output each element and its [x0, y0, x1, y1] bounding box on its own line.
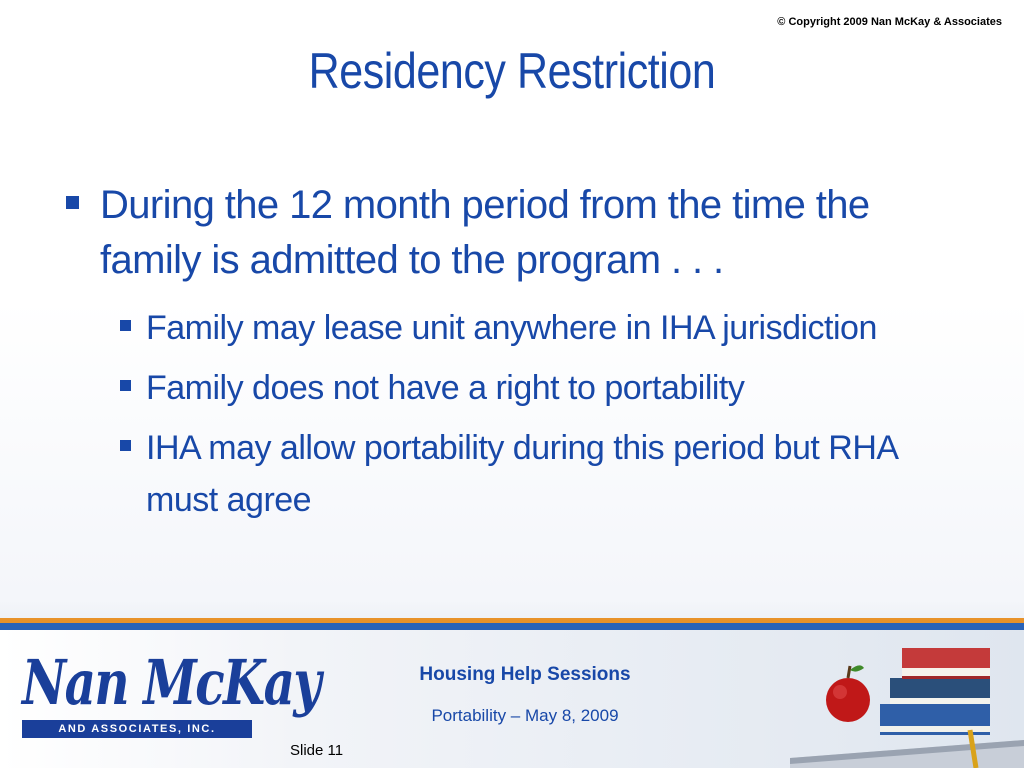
sub-bullet-text: Family may lease unit anywhere in IHA jurisdiction — [146, 309, 877, 347]
square-bullet-icon — [66, 196, 79, 209]
books-apple-laptop-icon — [790, 640, 1024, 768]
slide-body — [64, 178, 964, 526]
bullet-level2 — [114, 422, 964, 526]
square-bullet-icon — [120, 320, 131, 331]
logo-subtitle: AND ASSOCIATES, INC. — [22, 720, 252, 738]
square-bullet-icon — [120, 380, 131, 391]
sub-bullet-text: IHA may allow portability during this period but RHA must agree — [146, 429, 897, 519]
copyright-notice: © Copyright 2009 Nan McKay & Associates — [777, 16, 1002, 28]
company-logo — [22, 646, 320, 746]
bullet-level2 — [114, 302, 964, 354]
bullet-level2 — [114, 362, 964, 414]
slide-title: Residency Restriction — [308, 43, 716, 99]
slide-number: Slide 11 — [290, 742, 344, 759]
footer-subtitle: Portability – May 8, 2009 — [431, 706, 619, 725]
logo-wordmark: Nan McKay — [22, 646, 320, 719]
bullet-level1 — [64, 178, 964, 288]
square-bullet-icon — [120, 440, 131, 451]
sub-bullet-text: Family does not have a right to portability — [146, 369, 745, 407]
footer-stripe-blue — [0, 623, 1024, 630]
footer-title: Housing Help Sessions — [419, 664, 631, 685]
bullet-text: During the 12 month period from the time the family is admitted to the program . . . — [100, 183, 870, 282]
